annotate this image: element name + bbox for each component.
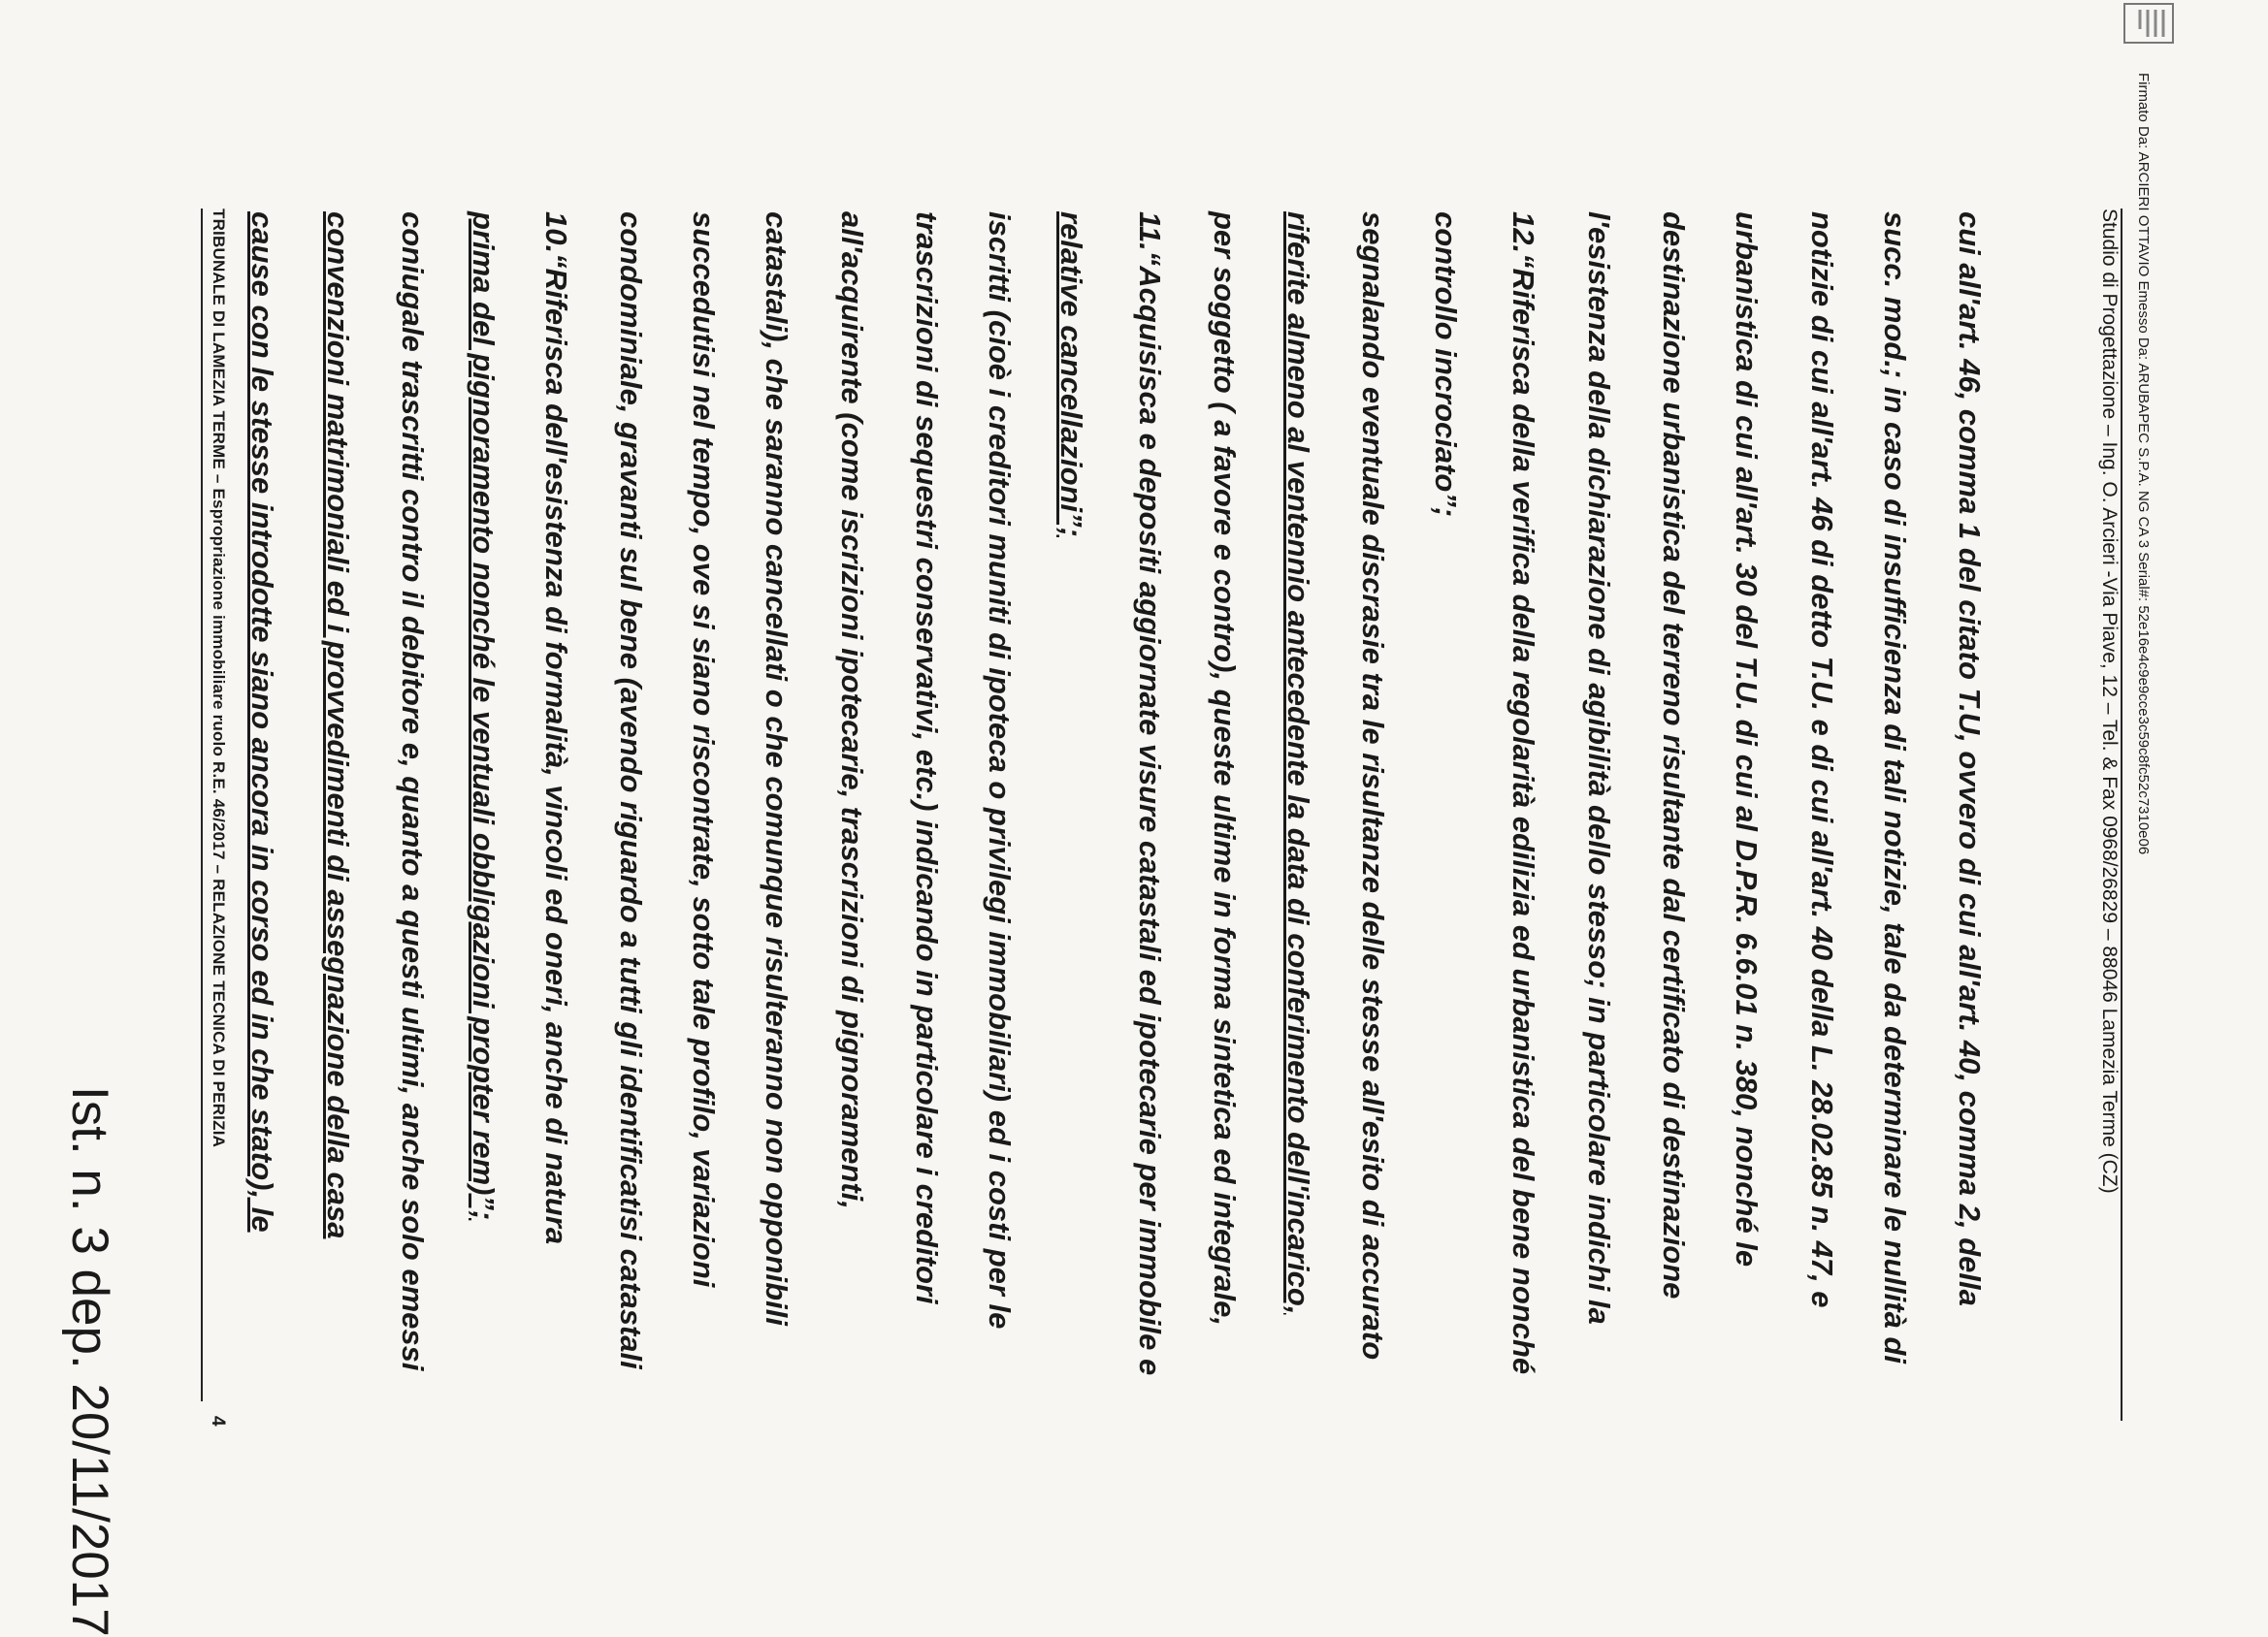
text-line: notizie di cui all'art. 46 di detto T.U. e di cui all'art. 40 della L. 28.02.85 n. 47, e [1805, 211, 1839, 1308]
page-header: TRIBUNALE DI LAMEZIA TERME – Espropriazione immobiliare ruolo R.E. 46/2017 – RELAZIONE TECNICA DI PERIZIA [201, 209, 228, 1401]
text-line: catastali), che saranno cancellati o che comunque risulteranno non opponibili [760, 211, 794, 1326]
text-line: 12.“Riferisca della verifica della regolarità edilizia ed urbanistica del bene nonché [1507, 211, 1540, 1375]
digital-signature: Firmato Da: ARCIERI OTTAVIO Emesso Da: ARUBAPEC S.P.A. NG CA 3 Serial#: 52e16e4c9e9cce3c59c8fc52c7310e06 [2135, 73, 2152, 855]
text-line: convenzioni matrimoniali ed i provvedimenti di assegnazione della casa [321, 211, 355, 1239]
text-line: prima del pignoramento nonché le ventuali obbligazioni propter rem)”; [467, 211, 501, 1221]
text-line: cause con le stesse introdotte siano ancora in corso ed in che stato), le [245, 211, 279, 1233]
text-line: l'esistenza della dichiarazione di agibilità dello stesso; in particolare indichi la [1582, 211, 1616, 1325]
text-line: coniugale trascritti contro il debitore e, quanto a questi ultimi, anche solo emessi [396, 211, 430, 1371]
deposit-stamp: Ist. n. 3 dep. 20/11/2017 [61, 1086, 118, 1637]
text-line: riferite almeno al ventennio antecedente la data di conferimento dell'incarico, [1281, 211, 1315, 1315]
text-line: 11.“Acquisisca e depositi aggiornate visure catastali ed ipotecarie per immobile e [1133, 211, 1167, 1376]
text-line: 10.“Riferisca dell'esistenza di formalità, vincoli ed oneri, anche di natura [539, 211, 573, 1245]
text-line: all'acquirente (come iscrizioni ipotecarie, trascrizioni di pignoramenti, [835, 211, 869, 1209]
text-line: controllo incrociato”; [1429, 211, 1463, 518]
text-line: destinazione urbanistica del terreno risultante dal certificato di destinazione [1657, 211, 1691, 1300]
text-line: iscritti (cioè i creditori muniti di ipoteca o privilegi immobiliari) ed i costi per le [983, 211, 1017, 1330]
text-line: relative cancellazioni”; [1054, 211, 1088, 537]
text-line: per soggetto ( a favore e contro), queste ultime in forma sintetica ed integrale, [1208, 211, 1242, 1326]
text-line: urbanistica di cui all'art. 30 del T.U. di cui al D.P.R. 6.6.01 n. 380, nonché le [1730, 211, 1764, 1268]
page-number: 4 [208, 1416, 228, 1427]
text-line: segnalando eventuale discrasie tra le risultanze delle stesse all'esito di accurato [1356, 211, 1390, 1361]
text-line: condominiale, gravanti sul bene (avendo riguardo a tutti gli identificatisi catastali [614, 211, 648, 1369]
certificate-logo-icon [2119, 0, 2179, 53]
text-line: succ. mod.; in caso di insufficienza di tali notizie, tale da determinare le nullità di [1878, 211, 1912, 1364]
text-line: succedutisi nel tempo, ove si siano riscontrate, sotto tale profilo, variazioni [687, 211, 721, 1288]
page-footer: Studio di Progettazione – Ing. O. Arcieri -Via Piave, 12 – Tel. & Fax 0968/26829 – 88046 Lamezia Terme (CZ) [2097, 209, 2122, 1421]
text-line: cui all'art. 46, comma 1 del citato T.U, ovvero di cui all'art. 40, comma 2, della [1953, 211, 1987, 1306]
text-line: trascrizioni di sequestri conservativi, etc.) indicando in particolare i creditori [910, 211, 944, 1304]
